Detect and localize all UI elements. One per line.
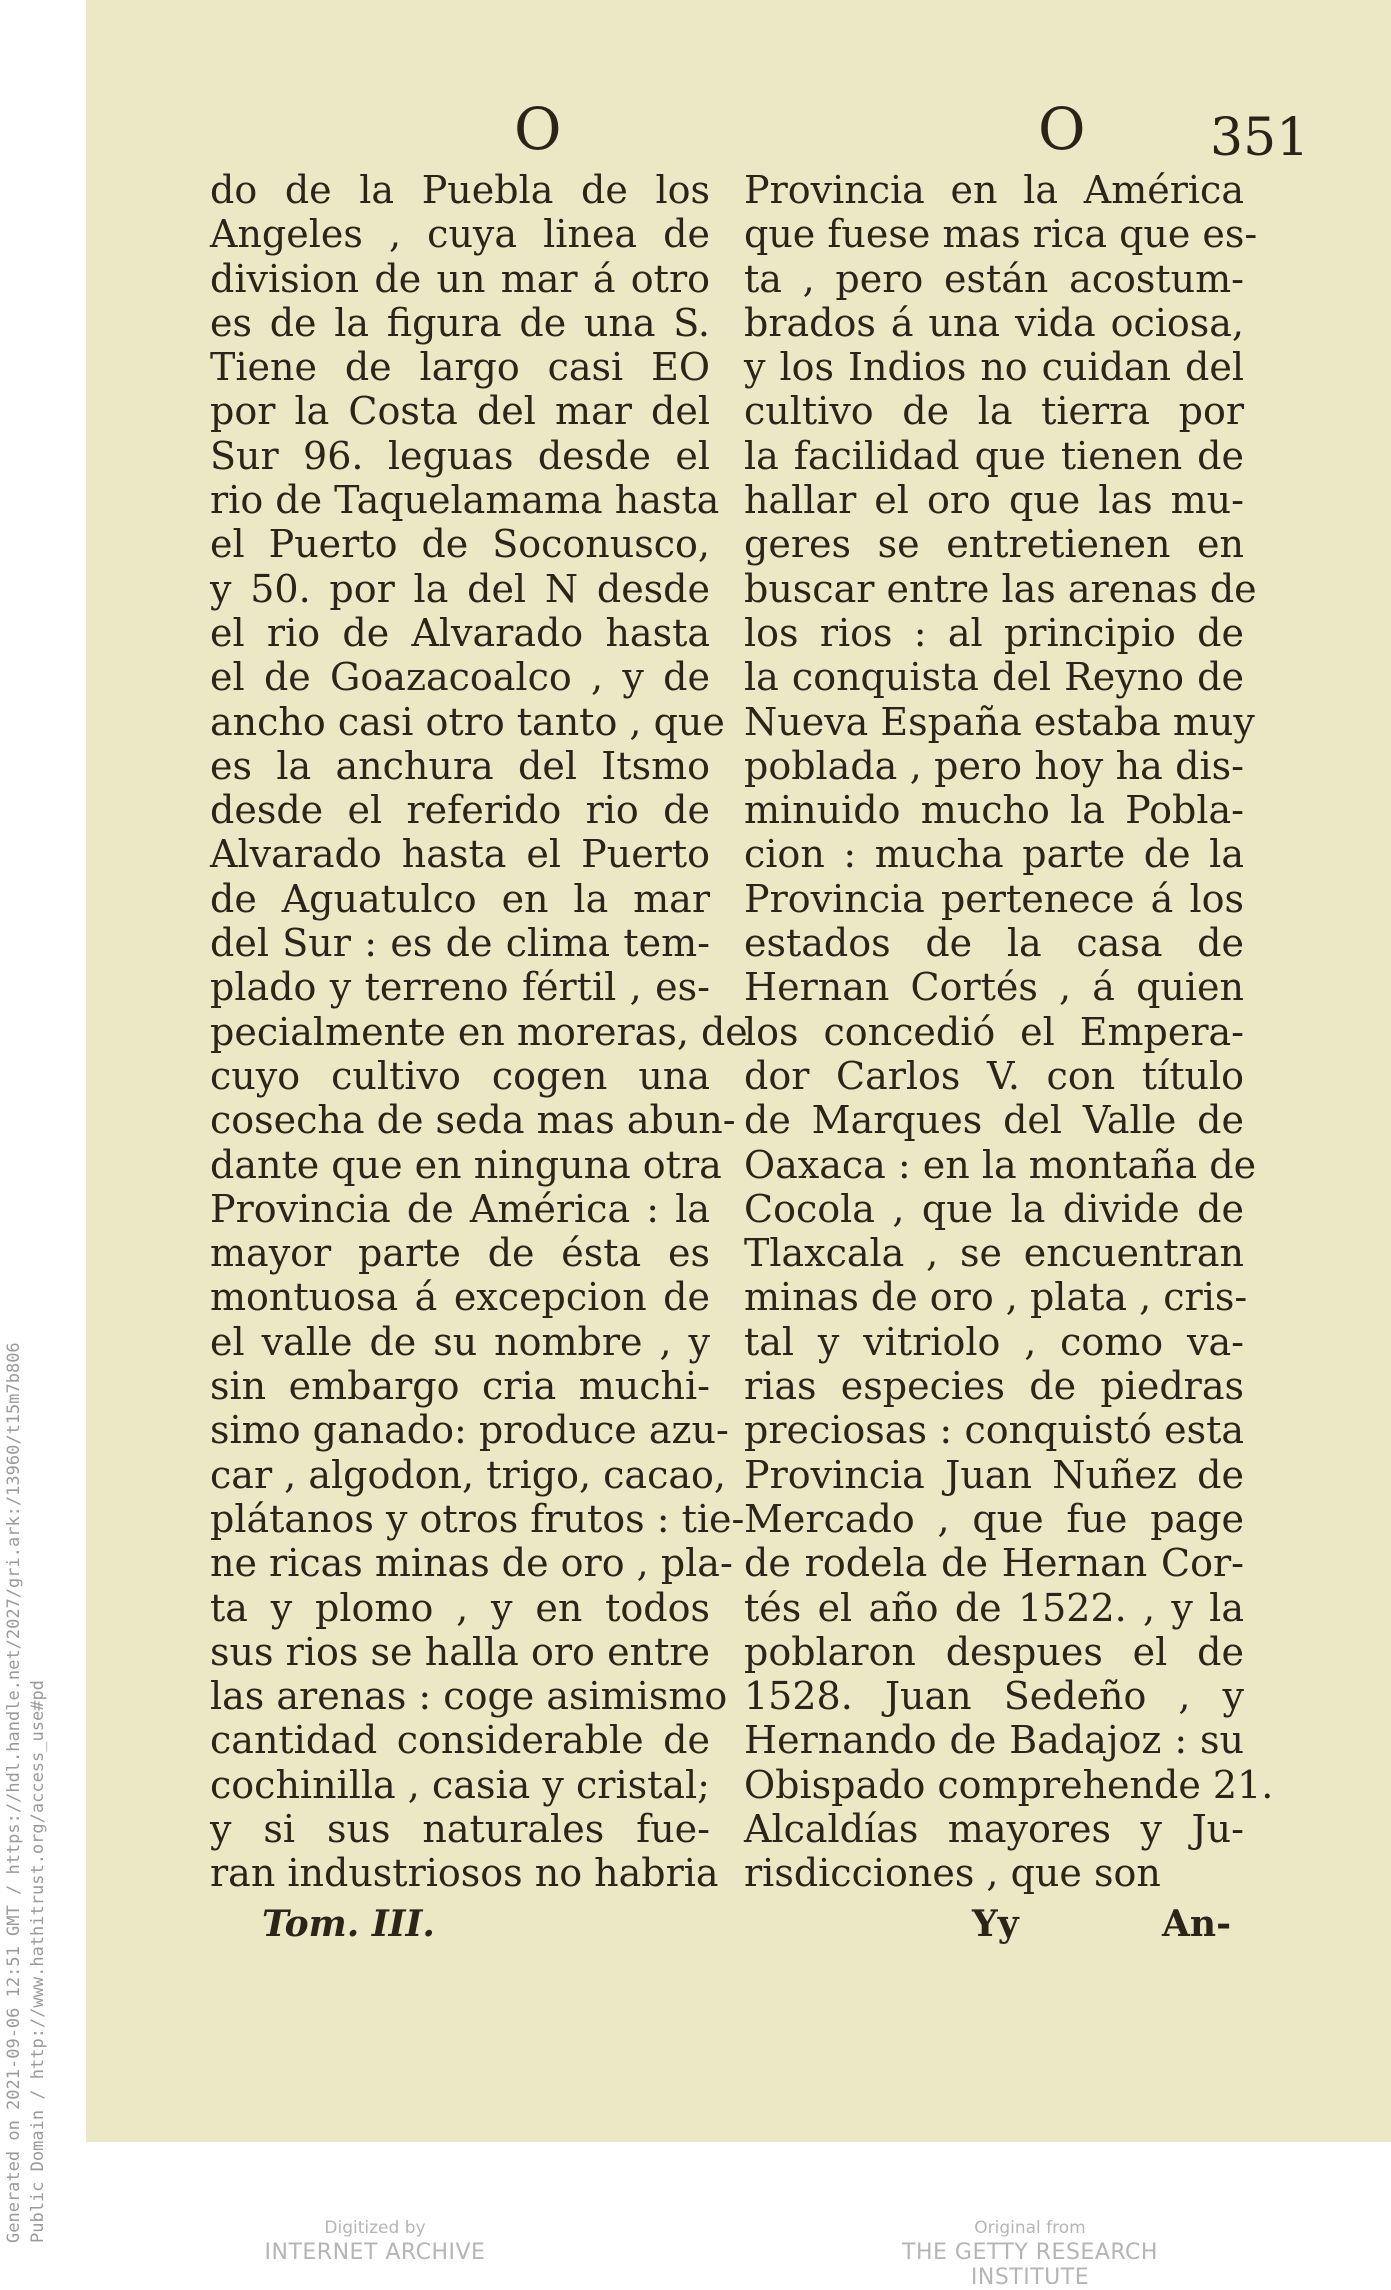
text-line: risdicciones , que son (744, 1851, 1161, 1896)
text-line: pecialmente en moreras, de (210, 1009, 748, 1054)
text-line: de rodela de Hernan Cor- (744, 1541, 1244, 1586)
text-line: dante que en ninguna otra (210, 1142, 722, 1187)
watermark-line-generated: Generated on 2021-09-06 12:51 GMT / https://hdl.handle.net/2027/gri.ark:/13960/t15m7b806 (4, 1342, 24, 2243)
text-line: Obispado comprehende 21. (744, 1762, 1274, 1807)
text-line: desde el referido rio de (210, 788, 710, 833)
text-line: rio de Taquelamama hasta (210, 478, 720, 523)
footer-getty-institute: THE GETTY RESEARCH INSTITUTE (902, 2240, 1158, 2290)
text-line: los rios : al principio de (744, 610, 1244, 655)
text-line: el Puerto de Soconusco, (210, 522, 710, 567)
text-line: Mercado , que fue page (744, 1496, 1244, 1541)
text-line: brados á una vida ociosa, (744, 300, 1244, 345)
left-text-column (210, 168, 748, 1896)
text-line: Hernan Cortés , á quien (744, 965, 1244, 1010)
text-line: sus rios se halla oro entre (210, 1629, 710, 1674)
text-line: y si sus naturales fue- (210, 1806, 710, 1851)
text-line: Tiene de largo casi EO (210, 345, 710, 390)
text-line: ancho casi otro tanto , que (210, 699, 725, 744)
text-line: Nueva España estaba muy (744, 699, 1255, 744)
text-line: montuosa á excepcion de (210, 1275, 710, 1320)
text-line: la facilidad que tienen de (744, 433, 1244, 478)
text-line: cultivo de la tierra por (744, 389, 1244, 434)
text-line: preciosas : conquistó esta (744, 1408, 1244, 1453)
text-line: minas de oro , plata , cris- (744, 1275, 1248, 1320)
text-line: que fuese mas rica que es- (744, 212, 1258, 257)
text-line: mayor parte de ésta es (210, 1231, 710, 1276)
text-line: los concedió el Empera- (744, 1009, 1244, 1054)
text-line: y 50. por la del N desde (210, 566, 710, 611)
text-line: Alvarado hasta el Puerto (210, 832, 710, 877)
text-line: Oaxaca : en la montaña de (744, 1142, 1257, 1187)
text-line: Sur 96. leguas desde el (210, 433, 710, 478)
right-text-column (744, 168, 1274, 1896)
text-line: cuyo cultivo cogen una (210, 1053, 710, 1098)
text-line: plátanos y otros frutos : tie- (210, 1496, 745, 1541)
footer-digitized-label: Digitized by (324, 2218, 426, 2238)
text-line: ne ricas minas de oro , pla- (210, 1541, 733, 1586)
catchword: An- (1162, 1903, 1232, 1945)
text-line: rias especies de piedras (744, 1364, 1244, 1409)
text-line: do de la Puebla de los (210, 168, 710, 212)
header-right-letter: O (1038, 95, 1086, 163)
text-line: ran industriosos no habria (210, 1851, 719, 1896)
text-line: simo ganado: produce azu- (210, 1408, 729, 1453)
text-line: Angeles , cuya linea de (210, 212, 710, 257)
text-line: estados de la casa de (744, 921, 1244, 966)
text-line: car , algodon, trigo, cacao, (210, 1452, 726, 1497)
text-line: Provincia en la América (744, 168, 1244, 212)
text-line: poblaron despues el de (744, 1629, 1244, 1674)
text-line: del Sur : es de clima tem- (210, 921, 710, 966)
header-left-letter: O (514, 95, 562, 163)
text-line: el rio de Alvarado hasta (210, 610, 710, 655)
footer-internet-archive: INTERNET ARCHIVE (264, 2240, 486, 2265)
text-line: cochinilla , casia y cristal; (210, 1762, 710, 1807)
page-number: 351 (1210, 108, 1310, 168)
text-line: geres se entretienen en (744, 522, 1244, 567)
text-line: Provincia de América : la (210, 1186, 710, 1231)
hathitrust-watermark (0, 1131, 60, 2271)
text-line: por la Costa del mar del (210, 389, 710, 434)
text-line: minuido mucho la Pobla- (744, 788, 1244, 833)
text-line: la conquista del Reyno de (744, 655, 1244, 700)
text-line: Provincia Juan Nuñez de (744, 1452, 1244, 1497)
text-line: el de Goazacoalco , y de (210, 655, 710, 700)
text-line: de Aguatulco en la mar (210, 876, 710, 921)
text-line: division de un mar á otro (210, 256, 710, 301)
text-line: es de la figura de una S. (210, 300, 710, 345)
text-line: Cocola , que la divide de (744, 1186, 1244, 1231)
text-line: buscar entre las arenas de (744, 566, 1257, 611)
text-line: el valle de su nombre , y (210, 1319, 710, 1364)
text-line: 1528. Juan Sedeño , y (744, 1674, 1244, 1719)
text-line: poblada , pero hoy ha dis- (744, 743, 1244, 788)
text-line: de Marques del Valle de (744, 1098, 1244, 1143)
footer-original-label: Original from (974, 2218, 1086, 2238)
text-line: dor Carlos V. con título (744, 1053, 1244, 1098)
text-line: Alcaldías mayores y Ju- (744, 1806, 1244, 1851)
text-line: es la anchura del Itsmo (210, 743, 710, 788)
footer-digitized-by (230, 2218, 520, 2265)
text-line: las arenas : coge asimismo (210, 1674, 728, 1719)
text-line: plado y terreno fértil , es- (210, 965, 710, 1010)
signature-mark: Yy (972, 1903, 1019, 1945)
text-line: cion : mucha parte de la (744, 832, 1244, 877)
text-line: sin embargo cria muchi- (210, 1364, 710, 1409)
text-line: y los Indios no cuidan del (744, 345, 1244, 390)
text-line: cosecha de seda mas abun- (210, 1098, 736, 1143)
volume-signature: Tom. III. (262, 1903, 435, 1945)
text-line: Hernando de Badajoz : su (744, 1718, 1244, 1763)
text-line: Provincia pertenece á los (744, 876, 1244, 921)
text-line: tés el año de 1522. , y la (744, 1585, 1244, 1630)
text-line: tal y vitriolo , como va- (744, 1319, 1244, 1364)
text-line: ta , pero están acostum- (744, 256, 1244, 301)
text-line: Tlaxcala , se encuentran (744, 1231, 1244, 1276)
text-line: ta y plomo , y en todos (210, 1585, 710, 1630)
text-line: hallar el oro que las mu- (744, 478, 1244, 523)
watermark-line-public-domain: Public Domain / http://www.hathitrust.org/access_use#pd (28, 1680, 48, 2243)
footer-original-from (840, 2218, 1220, 2290)
text-line: cantidad considerable de (210, 1718, 710, 1763)
